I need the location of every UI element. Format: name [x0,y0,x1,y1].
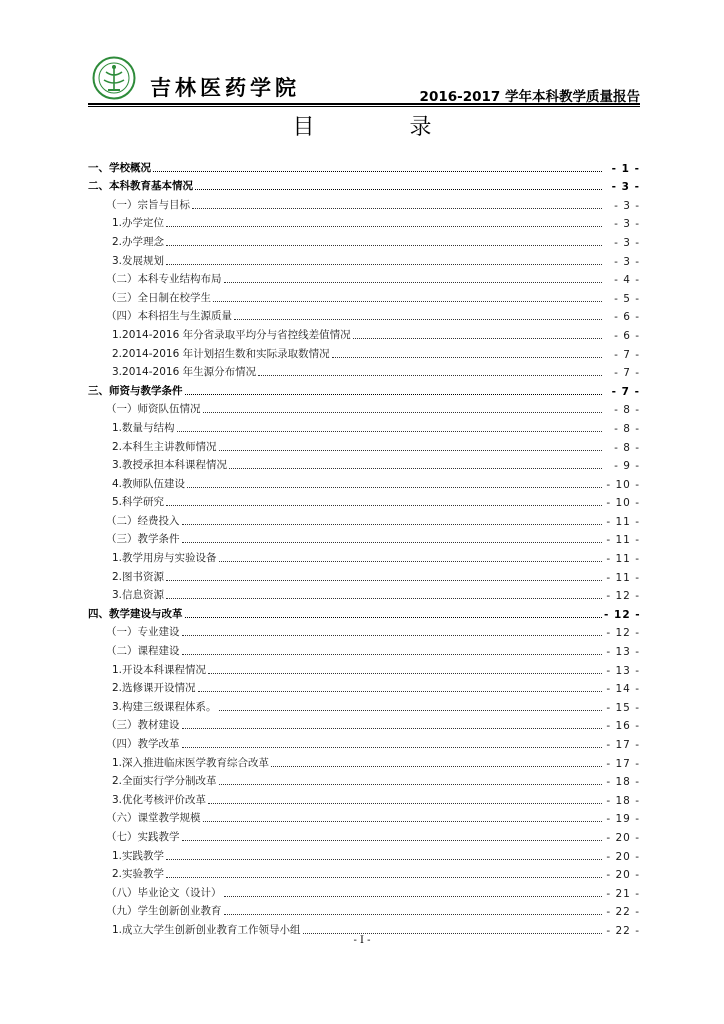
toc-dot-leader [213,301,602,302]
toc-entry[interactable] [88,416,640,435]
toc-entry-label: （一）师资队伍情况 [106,403,201,416]
toc-entry[interactable] [88,844,640,863]
toc-entry[interactable] [88,621,640,640]
toc-dot-leader [303,933,602,934]
toc-entry-page: - 5 - [614,292,640,305]
toc-dot-leader [219,710,602,711]
toc-dot-leader [332,357,602,358]
toc-dot-leader [224,896,603,897]
toc-entry-page: - 16 - [606,720,640,733]
toc-entry-label: 1.教学用房与实验设备 [112,552,217,565]
toc-entry-label: 1.2014-2016 年分省录取平均分与省控线差值情况 [112,328,351,341]
toc-entry-label: 1.深入推进临床医学教育综合改革 [112,756,270,769]
toc-entry-label: 3.教授承担本科课程情况 [112,459,228,472]
toc-entry-page: - 15 - [606,701,640,714]
toc-entry[interactable] [88,435,640,454]
toc-dot-leader [182,524,603,525]
toc-dot-leader [224,914,603,915]
toc-dot-leader [219,784,602,785]
toc-entry-label: 3.2014-2016 年生源分布情况 [112,366,257,379]
toc-entry[interactable] [88,714,640,733]
toc-entry[interactable] [88,249,640,268]
toc-entry-label: 三、师资与教学条件 [88,384,183,397]
toc-dot-leader [208,673,602,674]
toc-entry-label: （三）教材建设 [106,719,180,732]
toc-entry[interactable] [88,509,640,528]
toc-entry-label: （一）宗旨与目标 [106,198,190,211]
toc-entry-label: 3.构建三级课程体系。 [112,700,217,713]
toc-entry-label: 1.数量与结构 [112,421,175,434]
toc-entry-label: （一）专业建设 [106,626,180,639]
toc-dot-leader [203,821,603,822]
toc-entry-label: 2.图书资源 [112,570,165,583]
toc-entry-page: - 12 - [606,590,640,603]
toc-entry-page: - 18 - [606,794,640,807]
toc-entry-label: 2.全面实行学分制改革 [112,775,217,788]
toc-entry[interactable] [88,286,640,305]
toc-dot-leader [234,319,602,320]
toc-entry[interactable] [88,695,640,714]
toc-entry-label: （二）课程建设 [106,645,180,658]
toc-dot-leader [182,635,603,636]
toc-entry-label: （九）学生创新创业教育 [106,905,222,918]
toc-entry-label: 二、本科教育基本情况 [88,180,193,193]
toc-entry-label: （七）实践教学 [106,830,180,843]
toc-entry-page: - 11 - [606,571,640,584]
toc-entry-page: - 7 - [611,385,640,398]
toc-dot-leader [166,598,602,599]
toc-entry-label: 4.教师队伍建设 [112,477,186,490]
toc-entry-page: - 3 - [611,181,640,194]
toc-entry-label: 四、教学建设与改革 [88,607,183,620]
toc-entry-label: 1.办学定位 [112,217,165,230]
toc-entry-label: （三）全日制在校学生 [106,291,211,304]
toc-dot-leader [203,412,603,413]
toc-entry[interactable] [88,732,640,751]
toc-entry-label: （二）本科专业结构布局 [106,273,222,286]
toc-entry-label: 2.实验教学 [112,868,165,881]
toc-dot-leader [166,245,602,246]
toc-dot-leader [182,654,603,655]
toc-entry-label: 2.2014-2016 年计划招生数和实际录取数情况 [112,347,330,360]
header-rule-thin [88,106,640,107]
toc-entry[interactable] [88,807,640,826]
toc-dot-leader [219,450,602,451]
toc-entry-page: - 8 - [614,422,640,435]
toc-dot-leader [353,338,602,339]
toc-entry-page: - 13 - [606,646,640,659]
toc-dot-leader [166,505,602,506]
toc-entry-label: 1.成立大学生创新创业教育工作领导小组 [112,923,301,936]
toc-entry-page: - 20 - [606,850,640,863]
header-rule [88,103,640,105]
toc-entry-page: - 19 - [606,813,640,826]
toc-dot-leader [258,375,602,376]
toc-entry-page: - 1 - [611,162,640,175]
toc-entry[interactable] [88,230,640,249]
toc-dot-leader [187,487,602,488]
toc-entry-page: - 11 - [606,553,640,566]
toc-entry-label: 一、学校概况 [88,161,151,174]
toc-entry[interactable] [88,770,640,789]
toc-entry[interactable] [88,881,640,900]
toc-entry-page: - 9 - [614,460,640,473]
toc-entry-page: - 20 - [606,869,640,882]
toc-entry-page: - 6 - [614,329,640,342]
toc-entry[interactable] [88,323,640,342]
toc-dot-leader [192,208,602,209]
page-header [88,50,640,104]
toc-entry[interactable] [88,825,640,844]
toc-entry[interactable] [88,379,640,398]
toc-dot-leader [229,468,602,469]
toc-entry[interactable] [88,863,640,882]
toc-dot-leader [166,877,602,878]
toc-entry-label: 2.本科生主讲教师情况 [112,440,217,453]
toc-entry-page: - 17 - [606,739,640,751]
toc-entry[interactable] [88,677,640,696]
toc-dot-leader [271,766,602,767]
toc-entry-label: 3.信息资源 [112,589,165,602]
toc-dot-leader [153,171,602,172]
toc-entry-label: （八）毕业论文（设计） [106,886,222,899]
toc-entry-page: - 3 - [614,236,640,249]
toc-entry[interactable] [88,156,640,175]
toc-entry-page: - 20 - [606,831,640,844]
toc-entry[interactable] [88,602,640,621]
footer-page-number: - I - [353,935,371,946]
report-title: 2016-2017 学年本科教学质量报告 [419,89,640,105]
toc-dot-leader [166,859,602,860]
toc-dot-leader [224,282,603,283]
toc-dot-leader [182,542,603,543]
toc-entry[interactable] [88,658,640,677]
toc-entry[interactable] [88,639,640,658]
toc-entry-label: 2.办学理念 [112,235,165,248]
toc-dot-leader [166,226,602,227]
toc-dot-leader [182,840,603,841]
toc-dot-leader [177,431,602,432]
toc-entry-page: - 8 - [614,441,640,454]
toc-entry-label: 1.实践教学 [112,849,165,862]
toc-dot-leader [198,691,602,692]
toc-entry-page: - 8 - [614,404,640,417]
toc-entry-page: - 22 - [606,924,640,937]
toc-dot-leader [185,617,603,618]
toc-entry-page: - 11 - [606,515,640,528]
toc-entry[interactable] [88,528,640,547]
toc-dot-leader [208,803,602,804]
toc-entry-label: 1.开设本科课程情况 [112,663,207,676]
toc-entry-label: 2.选修课开设情况 [112,682,196,695]
toc-entry-page: - 7 - [614,367,640,380]
toc-entry-label: （六）课堂教学规模 [106,812,201,825]
toc-dot-leader [166,264,602,265]
toc-entry-label: （二）经费投入 [106,514,180,527]
toc-entry-page: - 10 - [606,497,640,510]
toc-dot-leader [166,580,602,581]
toc-entry-page: - 3 - [614,218,640,231]
toc-entry[interactable] [88,454,640,473]
toc-entry-page: - 3 - [614,255,640,268]
toc-entry-page: - 21 - [606,887,640,900]
toc-entry[interactable] [88,305,640,324]
toc-entry[interactable] [88,268,640,287]
toc-entry[interactable] [88,175,640,194]
toc-entry-page: - 14 - [606,683,640,696]
toc-entry[interactable] [88,546,640,565]
toc-entry[interactable] [88,584,640,603]
toc-entry-page: - 17 - [606,757,640,770]
toc-entry-page: - 6 - [614,311,640,324]
toc-entry[interactable] [88,491,640,510]
toc-entry[interactable] [88,751,640,770]
toc-entry-page: - 4 - [614,274,640,287]
toc-entry[interactable] [88,565,640,584]
toc-entry-page: - 18 - [606,776,640,789]
toc-entry-page: - 10 - [606,478,640,491]
toc-entry-page: - 11 - [606,534,640,547]
toc-entry-label: （四）教学改革 [106,738,180,750]
toc-entry-page: - 22 - [606,906,640,919]
school-emblem-icon [92,56,136,100]
toc-title: 目 录 [292,115,476,140]
toc-entry-page: - 3 - [614,199,640,212]
toc-dot-leader [185,394,603,395]
toc-entry-label: （三）教学条件 [106,533,180,546]
toc-entry[interactable] [88,398,640,417]
toc-entry-page: - 12 - [604,608,641,621]
toc-dot-leader [195,189,602,190]
toc-entry-page: - 7 - [614,348,640,361]
toc-entry[interactable] [88,900,640,919]
toc-dot-leader [182,728,603,729]
toc-entry-label: 3.优化考核评价改革 [112,793,207,806]
toc-entry-page: - 13 - [606,664,640,677]
toc-entry-label: 5.科学研究 [112,496,165,509]
school-name: 吉林医药学院 [150,75,300,100]
toc-dot-leader [182,747,603,748]
toc-entry[interactable] [88,361,640,380]
toc-entry[interactable] [88,212,640,231]
toc-entry-label: （四）本科招生与生源质量 [106,310,232,323]
table-of-contents [88,156,640,937]
toc-entry[interactable] [88,788,640,807]
toc-entry-page: - 12 - [606,627,640,640]
toc-entry-label: 3.发展规划 [112,254,165,267]
toc-entry[interactable] [88,342,640,361]
toc-entry[interactable] [88,472,640,491]
toc-dot-leader [219,561,602,562]
toc-entry[interactable] [88,193,640,212]
